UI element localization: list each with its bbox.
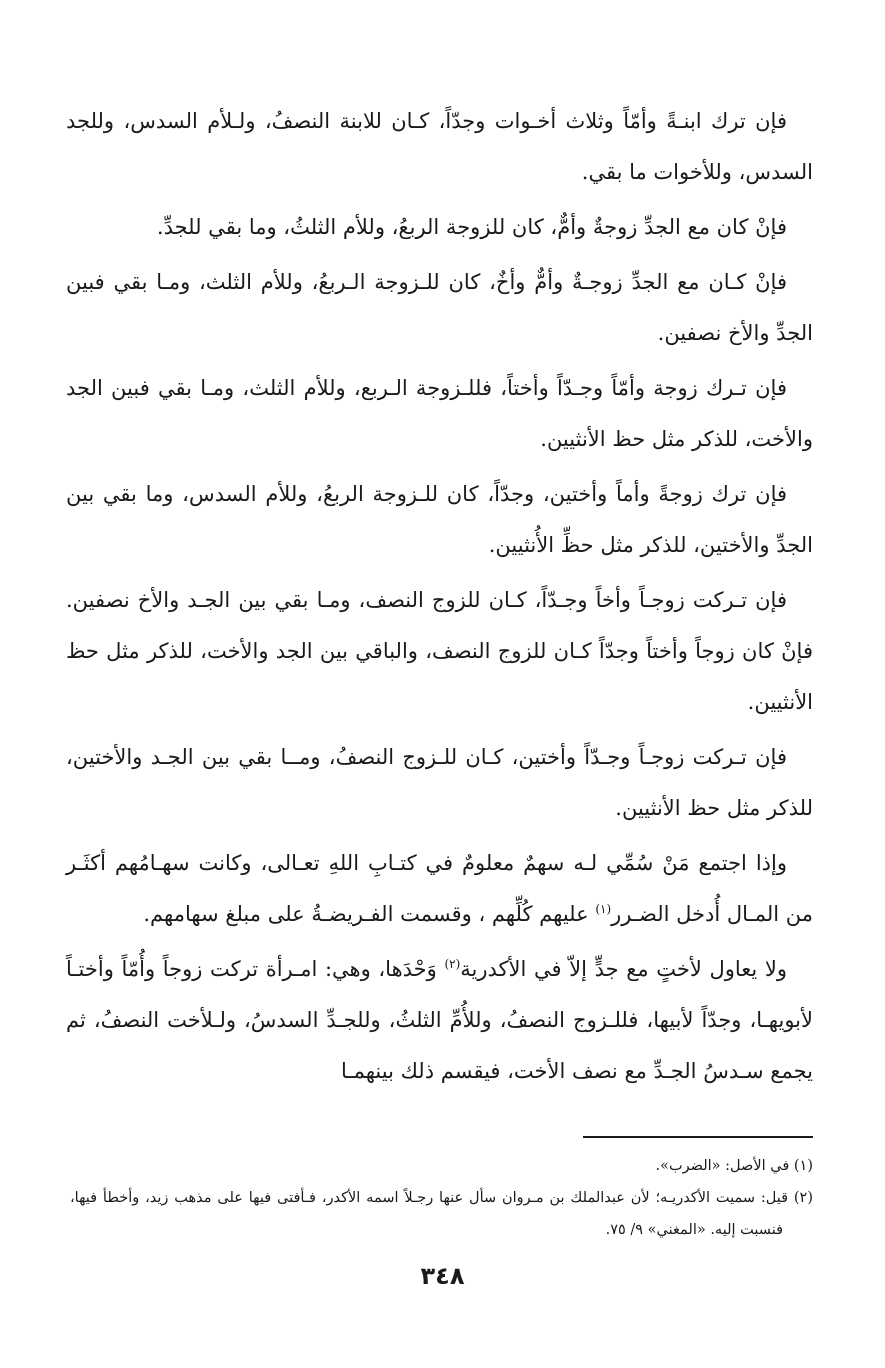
paragraph: فإن تـرك زوجة وأمّاً وجـدّاً وأختاً، فللـزوجة الـربع، وللأم الثلث، ومـا بقي فبين الجد والأخت، للذكر مثل حظ الأنثيين. — [66, 376, 813, 451]
paragraph-text: عليهم كُلِّهم ، وقسمت الفـريضـةُ على مبلغ سهامهم. — [143, 902, 596, 926]
paragraph-text: ولا يعاول لأختٍ مع جدٍّ إلاّ في الأكدرية — [460, 957, 787, 981]
paragraph: فإن ترك ابنـةً وأمّاً وثلاث أخـوات وجدّاً، كـان للابنة النصفُ، ولـلأم السدس، وللجد السدس، وللأخوات ما بقي. — [66, 109, 813, 184]
paragraph-with-footnote-ref — [66, 944, 813, 1097]
paragraph: فإنْ كان مع الجدِّ زوجةٌ وأمٌّ، كان للزوجة الربعُ، وللأم الثلثُ، وما بقي للجدِّ. — [156, 215, 787, 239]
footnote: (١) في الأصل: «الضرب». — [655, 1158, 813, 1174]
footnote: (٢) قيل: سميت الأكدريـه؛ لأن عبدالملك بن مـروان سأل عنها رجـلاً اسمه الأكدر، فـأفتى فيها على مذهب زيد، وأخطأ فيها، فنسبت إليه. «المغني» ٩/ ٧٥. — [70, 1190, 813, 1238]
footnote-reference: (٢) — [444, 957, 461, 971]
paragraph-text: وإذا اجتمع مَنْ سُمِّي لـه سهمٌ معلومٌ في كتـابِ اللهِ تعـالى، وكانت سهـامُهم أكثَـر من المـال أُدخل الضـرر — [66, 851, 813, 926]
paragraph: فإن ترك زوجةً وأماً وأختين، وجدّاً، كان للـزوجة الربعُ، وللأم السدس، وما بقي بين الجدِّ والأختين، للذكر مثل حظِّ الأُنثيين. — [66, 482, 813, 557]
paragraph-text: وَحْدَها، وهي: امـرأة تركت زوجاً وأُمّاً وأختـاً لأبويهـا، وجدّاً لأبيها، فللـزوج النصفُ، وللأُمِّ الثلثُ، وللجـدِّ السدسُ، ولـلأخت النصفُ، ثم يجمع سـدسُ الجـدِّ مع نصف الأخت، فيقسم ذلك بينهمـا — [66, 957, 813, 1083]
paragraph-with-footnote-ref — [66, 838, 813, 940]
paragraph: فإن تـركت زوجـاً وأخاً وجـدّاً، كـان للزوج النصف، ومـا بقي بين الجـد والأخ نصفين. فإنْ كان زوجاً وأختاً وجدّاً كـان للزوج النصف، والباقي بين الجد والأخت، للذكر مثل حظ الأنثيين. — [66, 588, 813, 714]
main-text-body — [66, 96, 813, 1101]
paragraph: فإن تـركت زوجـاً وجـدّاً وأختين، كـان للـزوج النصفُ، ومــا بقي بين الجـد والأختين، للذكر مثل حظ الأنثيين. — [66, 745, 813, 820]
footnote-separator — [583, 1136, 813, 1138]
footnote-reference: (١) — [595, 902, 612, 916]
footnotes — [70, 1150, 813, 1246]
page-number: ٣٤٨ — [420, 1262, 465, 1290]
paragraph: فإنْ كـان مع الجدِّ زوجـةٌ وأمٌّ وأخٌ، كان للـزوجة الـربعُ، وللأم الثلث، ومـا بقي فبين الجدِّ والأخ نصفين. — [66, 270, 813, 345]
